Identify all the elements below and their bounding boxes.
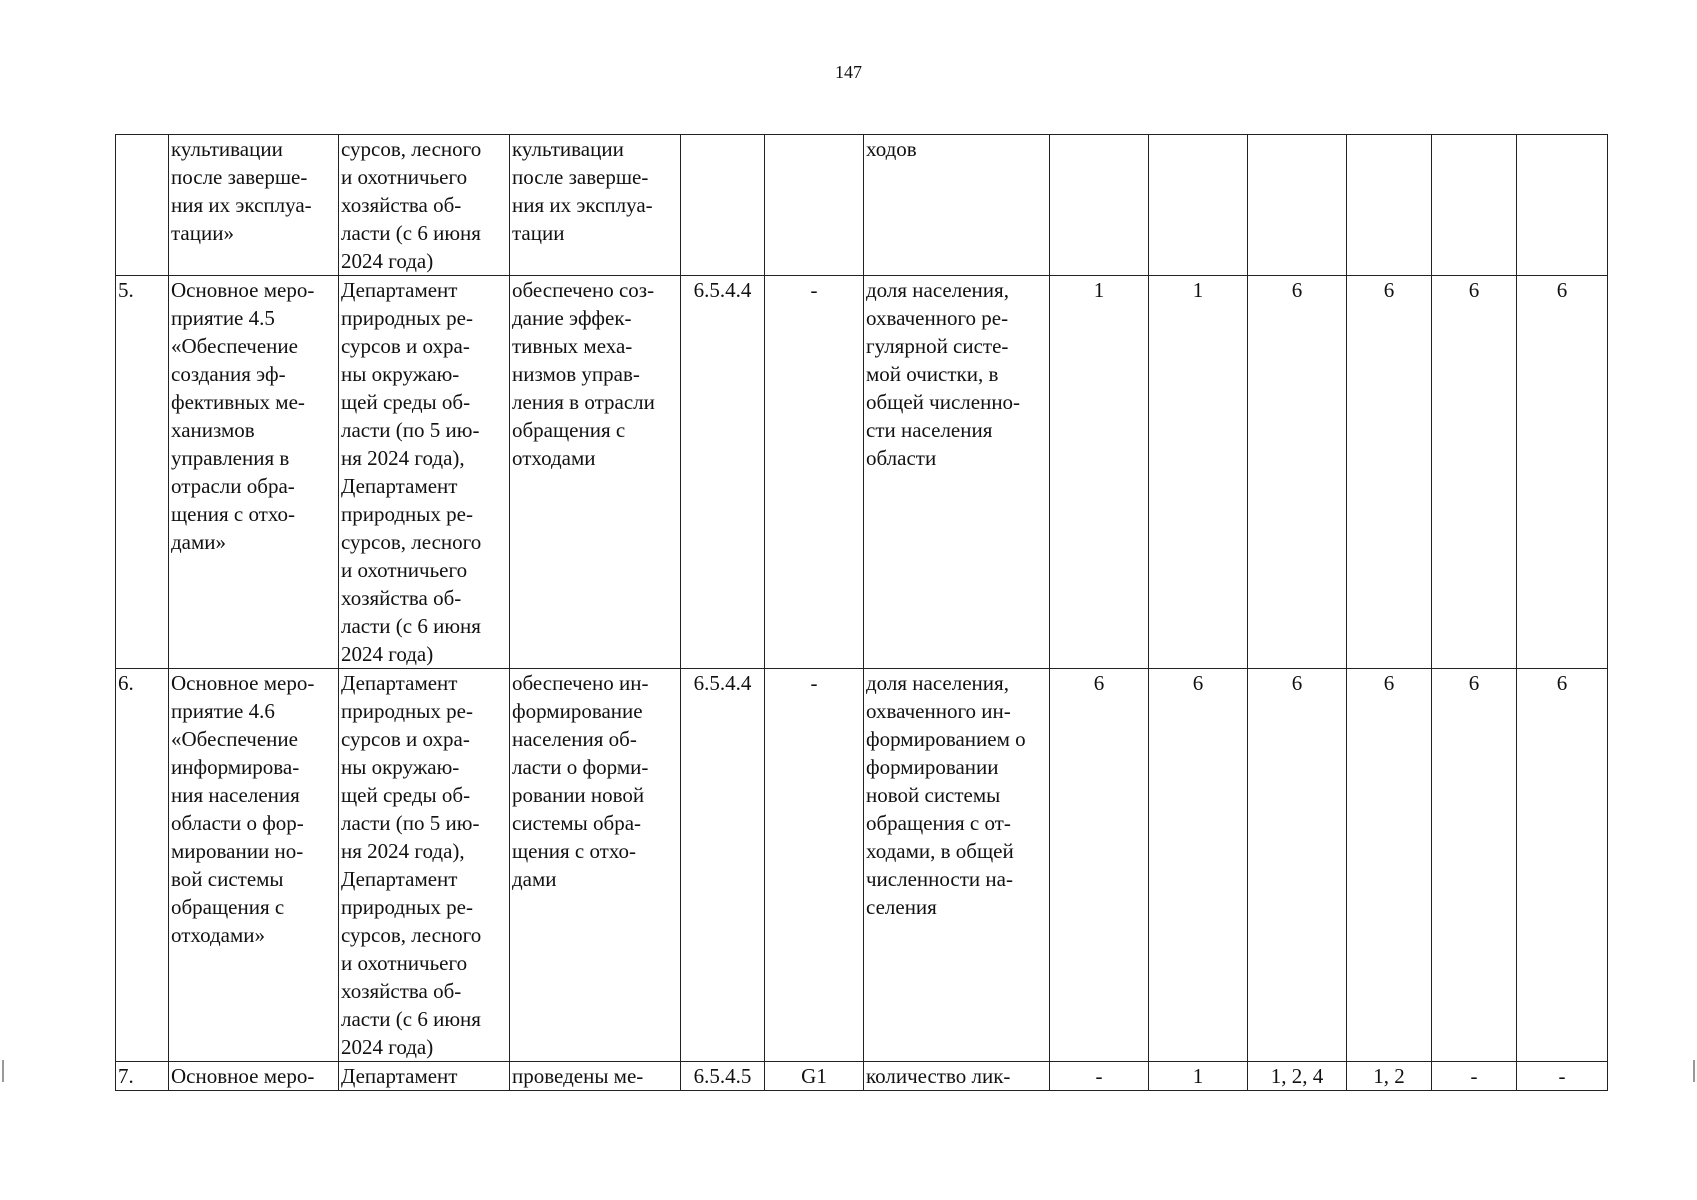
cell-project <box>765 135 864 276</box>
cell-indicator <box>864 276 1050 669</box>
cell-line: формировании <box>866 755 999 779</box>
cell-value-v2: 6 <box>1149 669 1248 1062</box>
cell-line: ласти (с 6 июня <box>341 221 481 245</box>
cell-value-v6 <box>1517 135 1608 276</box>
cell-line: обращения с <box>171 895 285 919</box>
cell-line: охваченного ин- <box>866 699 1011 723</box>
cell-line: Департамент <box>341 474 458 498</box>
cell-value-v3 <box>1248 135 1347 276</box>
cell-line: щения с отхо- <box>512 839 637 863</box>
cell-value-v1: 6 <box>1050 669 1149 1062</box>
cell-line: щения с отхо- <box>171 502 296 526</box>
cell-line: ления в отрасли <box>512 390 655 414</box>
cell-line: ходов <box>866 137 917 161</box>
cell-line: фективных ме- <box>171 390 305 414</box>
cell-line: количество лик- <box>866 1064 1011 1088</box>
cell-line: хозяйства об- <box>341 193 462 217</box>
cell-line: щей среды об- <box>341 783 471 807</box>
cell-value-v1 <box>1050 135 1149 276</box>
cell-line: «Обеспечение <box>171 727 298 751</box>
cell-line: обращения с <box>512 418 626 442</box>
table-body <box>116 135 1608 1091</box>
cell-line: природных ре- <box>341 699 473 723</box>
cell-value-v4 <box>1347 135 1432 276</box>
cell-line: и охотничьего <box>341 951 468 975</box>
cell-line: доля населения, <box>866 671 1009 695</box>
cell-executor <box>339 669 510 1062</box>
cell-line: культивации <box>512 137 624 161</box>
cell-line: отходами <box>512 446 596 470</box>
cell-line: ласти (с 6 июня <box>341 1007 481 1031</box>
cell-line: отрасли обра- <box>171 474 295 498</box>
cell-result <box>510 1062 681 1091</box>
cell-line: Департамент <box>341 671 458 695</box>
scan-mark-right <box>1693 1060 1695 1082</box>
cell-line: сурсов, лесного <box>341 530 482 554</box>
cell-indicator <box>864 1062 1050 1091</box>
cell-line: области <box>866 446 937 470</box>
cell-result <box>510 669 681 1062</box>
cell-line: мировании но- <box>171 839 304 863</box>
cell-line: населения об- <box>512 727 637 751</box>
table-row <box>116 135 1608 276</box>
cell-line: приятие 4.5 <box>171 306 275 330</box>
cell-value-v4: 1, 2 <box>1347 1062 1432 1091</box>
cell-line: сурсов, лесного <box>341 137 482 161</box>
cell-line: ня 2024 года), <box>341 839 465 863</box>
scan-mark-left <box>2 1060 4 1082</box>
cell-line: после заверше- <box>171 165 308 189</box>
cell-event <box>169 276 339 669</box>
cell-event <box>169 135 339 276</box>
cell-executor <box>339 276 510 669</box>
cell-line: обеспечено соз- <box>512 278 655 302</box>
cell-num <box>116 135 169 276</box>
cell-line: отходами» <box>171 923 266 947</box>
cell-code <box>681 135 765 276</box>
cell-value-v3: 1, 2, 4 <box>1248 1062 1347 1091</box>
cell-line: природных ре- <box>341 895 473 919</box>
cell-line: доля населения, <box>866 278 1009 302</box>
cell-value-v2: 1 <box>1149 276 1248 669</box>
cell-executor <box>339 135 510 276</box>
cell-line: охваченного ре- <box>866 306 1009 330</box>
cell-line: ровании новой <box>512 783 645 807</box>
cell-line: ния населения <box>171 783 300 807</box>
cell-line: сурсов и охра- <box>341 334 470 358</box>
program-table <box>115 134 1608 1091</box>
cell-value-v1: - <box>1050 1062 1149 1091</box>
cell-line: системы обра- <box>512 811 642 835</box>
cell-result <box>510 135 681 276</box>
cell-line: ласти (по 5 ию- <box>341 811 480 835</box>
cell-line: вой системы <box>171 867 284 891</box>
cell-line: культивации <box>171 137 283 161</box>
cell-value-v1: 1 <box>1050 276 1149 669</box>
cell-line: сти населения <box>866 418 993 442</box>
cell-line: обращения с от- <box>866 811 1011 835</box>
cell-line: «Обеспечение <box>171 334 298 358</box>
cell-line: дами <box>512 867 557 891</box>
cell-line: природных ре- <box>341 502 473 526</box>
cell-line: хозяйства об- <box>341 979 462 1003</box>
cell-line: Основное меро- <box>171 671 315 695</box>
cell-indicator <box>864 669 1050 1062</box>
cell-line: создания эф- <box>171 362 286 386</box>
cell-project: - <box>765 276 864 669</box>
cell-line: численности на- <box>866 867 1013 891</box>
cell-line: дание эффек- <box>512 306 632 330</box>
cell-line: после заверше- <box>512 165 649 189</box>
cell-event <box>169 1062 339 1091</box>
cell-line: селения <box>866 895 937 919</box>
cell-line: ния их эксплуа- <box>171 193 312 217</box>
cell-line: мой очистки, в <box>866 362 999 386</box>
cell-line: Департамент <box>341 278 458 302</box>
cell-value-v2 <box>1149 135 1248 276</box>
cell-line: ханизмов <box>171 418 255 442</box>
cell-code: 6.5.4.4 <box>681 276 765 669</box>
cell-value-v3: 6 <box>1248 276 1347 669</box>
cell-event <box>169 669 339 1062</box>
cell-num: 7. <box>116 1062 169 1091</box>
cell-line: ны окружаю- <box>341 755 460 779</box>
cell-value-v5: - <box>1432 1062 1517 1091</box>
cell-line: управления в <box>171 446 290 470</box>
cell-num: 6. <box>116 669 169 1062</box>
cell-value-v6: 6 <box>1517 669 1608 1062</box>
cell-line: щей среды об- <box>341 390 471 414</box>
cell-value-v4: 6 <box>1347 669 1432 1062</box>
cell-line: новой системы <box>866 783 1001 807</box>
cell-line: ласти (с 6 июня <box>341 614 481 638</box>
cell-line: тации <box>512 221 565 245</box>
cell-line: хозяйства об- <box>341 586 462 610</box>
cell-line: тивных меха- <box>512 334 633 358</box>
cell-project: - <box>765 669 864 1062</box>
cell-line: формированием о <box>866 727 1026 751</box>
cell-line: формирование <box>512 699 643 723</box>
cell-line: приятие 4.6 <box>171 699 275 723</box>
cell-line: природных ре- <box>341 306 473 330</box>
cell-line: области о фор- <box>171 811 304 835</box>
cell-line: обеспечено ин- <box>512 671 649 695</box>
cell-line: 2024 года) <box>341 642 434 666</box>
cell-code: 6.5.4.5 <box>681 1062 765 1091</box>
cell-line: и охотничьего <box>341 165 468 189</box>
cell-line: общей численно- <box>866 390 1021 414</box>
cell-value-v5: 6 <box>1432 276 1517 669</box>
cell-value-v5: 6 <box>1432 669 1517 1062</box>
cell-line: ны окружаю- <box>341 362 460 386</box>
table-row <box>116 276 1608 669</box>
cell-code: 6.5.4.4 <box>681 669 765 1062</box>
cell-line: проведены ме- <box>512 1064 644 1088</box>
cell-value-v4: 6 <box>1347 276 1432 669</box>
cell-line: информирова- <box>171 755 300 779</box>
cell-line: ния их эксплуа- <box>512 193 653 217</box>
cell-value-v6: - <box>1517 1062 1608 1091</box>
cell-line: и охотничьего <box>341 558 468 582</box>
cell-indicator <box>864 135 1050 276</box>
cell-value-v6: 6 <box>1517 276 1608 669</box>
cell-value-v3: 6 <box>1248 669 1347 1062</box>
table-row <box>116 669 1608 1062</box>
cell-line: дами» <box>171 530 227 554</box>
cell-value-v5 <box>1432 135 1517 276</box>
cell-line: сурсов и охра- <box>341 727 470 751</box>
cell-line: ня 2024 года), <box>341 446 465 470</box>
cell-line: Основное меро- <box>171 1064 315 1088</box>
table-row <box>116 1062 1608 1091</box>
cell-line: Департамент <box>341 867 458 891</box>
cell-line: ласти (по 5 ию- <box>341 418 480 442</box>
cell-line: гулярной систе- <box>866 334 1009 358</box>
cell-value-v2: 1 <box>1149 1062 1248 1091</box>
cell-line: тации» <box>171 221 234 245</box>
cell-executor <box>339 1062 510 1091</box>
cell-line: Основное меро- <box>171 278 315 302</box>
page-number: 147 <box>835 62 862 82</box>
cell-line: ласти о форми- <box>512 755 649 779</box>
cell-line: Департамент <box>341 1064 458 1088</box>
cell-num: 5. <box>116 276 169 669</box>
cell-line: низмов управ- <box>512 362 640 386</box>
cell-line: ходами, в общей <box>866 839 1014 863</box>
cell-project: G1 <box>765 1062 864 1091</box>
cell-result <box>510 276 681 669</box>
cell-line: сурсов, лесного <box>341 923 482 947</box>
cell-line: 2024 года) <box>341 249 434 273</box>
cell-line: 2024 года) <box>341 1035 434 1059</box>
